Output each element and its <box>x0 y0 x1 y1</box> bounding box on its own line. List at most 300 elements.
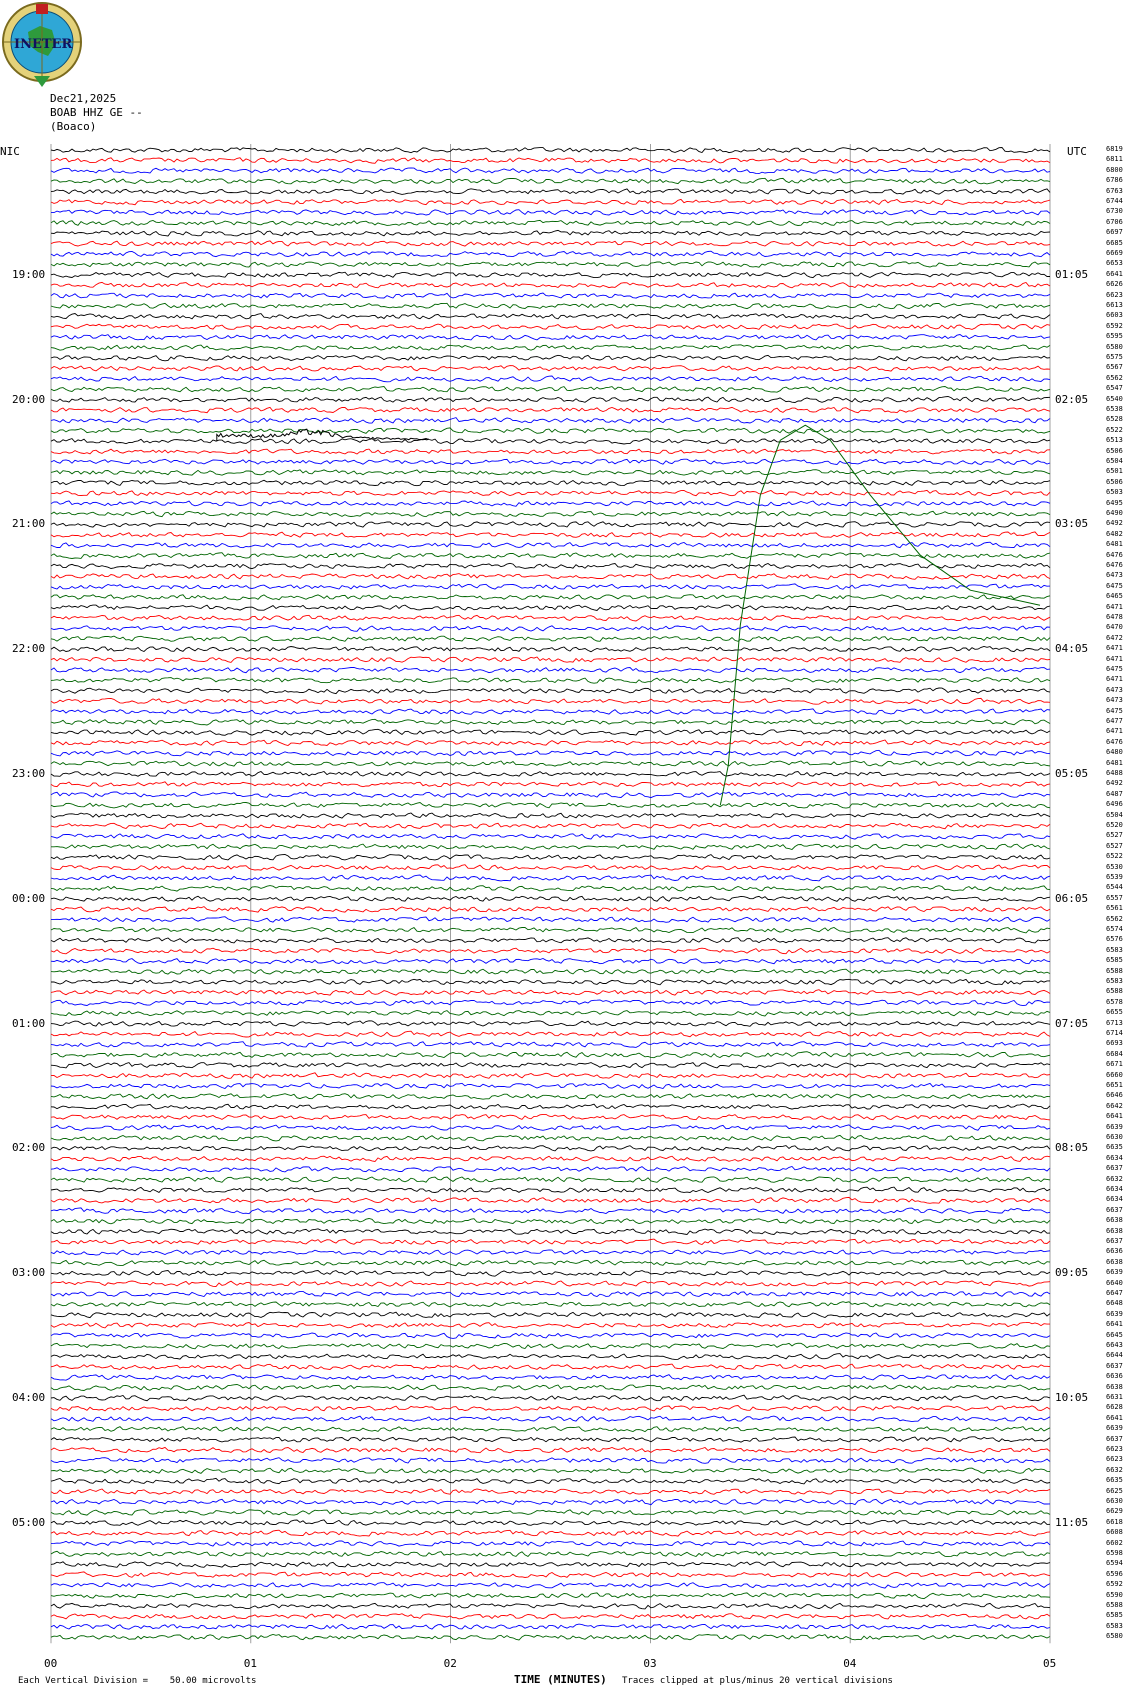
trace-count-label: 6638 <box>1106 1226 1123 1235</box>
trace-count-label: 6527 <box>1106 841 1123 850</box>
seismic-trace <box>51 366 1050 372</box>
trace-count-label: 6623 <box>1106 1455 1123 1464</box>
trace-count-label: 6476 <box>1106 737 1123 746</box>
seismic-trace <box>51 210 1050 215</box>
trace-count-label: 6471 <box>1106 644 1123 653</box>
seismic-trace <box>51 1167 1050 1172</box>
trace-count-label: 6641 <box>1106 1112 1123 1121</box>
seismic-trace <box>51 230 1050 236</box>
seismic-trace <box>51 1197 1050 1203</box>
seismic-trace <box>51 1447 1050 1452</box>
trace-count-label: 6503 <box>1106 488 1123 497</box>
trace-count-label: 6492 <box>1106 779 1123 788</box>
trace-count-label: 6481 <box>1106 540 1123 549</box>
utc-hour-label: 07:05 <box>1055 1016 1089 1030</box>
seismic-trace <box>51 907 1050 913</box>
trace-count-label: 6538 <box>1106 405 1123 413</box>
trace-count-label: 6653 <box>1106 259 1123 268</box>
trace-count-label: 6642 <box>1106 1101 1123 1110</box>
seismic-trace <box>51 1125 1050 1131</box>
seismic-trace <box>51 335 1050 340</box>
seismic-trace <box>51 1271 1050 1277</box>
seismic-trace <box>51 1343 1050 1349</box>
trace-count-label: 6476 <box>1106 561 1123 569</box>
seismic-trace <box>51 168 1050 174</box>
trace-count-label: 6562 <box>1106 373 1123 382</box>
trace-count-label: 6522 <box>1106 852 1123 861</box>
seismic-trace <box>51 896 1050 901</box>
seismic-trace <box>51 1042 1050 1048</box>
trace-count-label: 6504 <box>1106 810 1123 819</box>
nic-hour-label: 19:00 <box>12 267 46 281</box>
trace-count-label: 6636 <box>1106 1247 1123 1256</box>
seismic-trace <box>51 636 1050 641</box>
trace-count-label: 6635 <box>1106 1143 1123 1152</box>
seismic-trace <box>51 1208 1050 1214</box>
seismic-trace <box>51 969 1050 974</box>
trace-count-label: 6471 <box>1106 654 1123 663</box>
trace-count-label: 6506 <box>1106 477 1123 486</box>
trace-count-label: 6636 <box>1106 1372 1123 1381</box>
seismic-trace <box>51 615 1050 621</box>
utc-zone-label: UTC <box>1067 145 1087 158</box>
seismic-trace <box>51 1250 1050 1255</box>
seismic-trace <box>51 1364 1050 1369</box>
trace-count-label: 6669 <box>1106 249 1123 257</box>
trace-count-label: 6643 <box>1106 1341 1123 1349</box>
seismic-trace <box>51 1291 1050 1296</box>
seismic-trace <box>51 439 1050 445</box>
seismic-trace <box>51 782 1050 787</box>
trace-count-label: 6471 <box>1106 675 1123 684</box>
trace-count-label: 6547 <box>1106 384 1123 393</box>
trace-count-label: 6588 <box>1106 987 1123 996</box>
trace-count-label: 6811 <box>1106 155 1123 164</box>
trace-count-label: 6697 <box>1106 228 1123 237</box>
seismic-trace <box>51 1478 1050 1484</box>
seismic-trace <box>51 740 1050 746</box>
x-axis-title: TIME (MINUTES) <box>514 1673 607 1686</box>
trace-count-label: 6480 <box>1106 748 1123 757</box>
trace-count-label: 6487 <box>1106 789 1123 798</box>
seismic-trace <box>51 189 1050 195</box>
trace-count-label: 6481 <box>1106 758 1123 767</box>
utc-hour-label: 02:05 <box>1055 392 1089 406</box>
clip-note: Traces clipped at plus/minus 20 vertical divisions <box>622 1676 893 1686</box>
trace-count-label: 6641 <box>1106 1320 1123 1329</box>
trace-count-label: 6476 <box>1106 550 1123 559</box>
seismic-trace <box>51 470 1050 476</box>
utc-hour-label: 03:05 <box>1055 517 1089 531</box>
seismic-trace <box>51 1635 1050 1641</box>
utc-hour-label: 09:05 <box>1055 1266 1089 1280</box>
seismic-trace <box>51 449 1050 454</box>
trace-count-label: 6471 <box>1106 727 1123 736</box>
seismic-trace <box>51 251 1050 257</box>
utc-hour-label: 08:05 <box>1055 1141 1089 1155</box>
nic-hour-label: 02:00 <box>12 1141 46 1155</box>
trace-count-label: 6475 <box>1106 581 1123 590</box>
trace-count-label: 6630 <box>1106 1497 1123 1505</box>
trace-count-label: 6637 <box>1106 1361 1123 1370</box>
trace-count-label: 6639 <box>1106 1424 1123 1433</box>
seismic-trace <box>51 990 1050 995</box>
seismic-trace <box>51 750 1050 756</box>
trace-count-label: 6504 <box>1106 457 1123 465</box>
seismic-trace <box>51 303 1050 308</box>
seismic-trace <box>51 626 1050 632</box>
trace-count-label: 6470 <box>1106 623 1123 632</box>
trace-count-label: 6583 <box>1106 945 1123 954</box>
seismic-trace <box>51 761 1050 766</box>
seismic-trace <box>51 1094 1050 1100</box>
seismic-trace <box>51 1322 1050 1328</box>
seismic-trace <box>51 1021 1050 1027</box>
trace-count-label: 6557 <box>1106 893 1123 902</box>
seismic-trace <box>51 688 1050 694</box>
seismic-trace <box>51 792 1050 798</box>
seismic-trace <box>51 719 1050 725</box>
seismic-trace <box>51 574 1050 580</box>
seismic-trace <box>51 178 1050 184</box>
trace-count-label: 6685 <box>1106 238 1123 247</box>
seismic-trace <box>51 865 1050 870</box>
seismic-trace <box>51 1031 1050 1037</box>
seismic-trace <box>51 1114 1050 1120</box>
seismic-trace <box>51 1510 1050 1515</box>
trace-count-label: 6634 <box>1106 1195 1123 1204</box>
seismic-trace <box>51 803 1050 809</box>
trace-count-label: 6637 <box>1106 1205 1123 1214</box>
seismic-trace <box>51 1000 1050 1006</box>
seismic-trace <box>51 729 1050 735</box>
seismic-trace <box>51 709 1050 714</box>
trace-count-label: 6713 <box>1106 1018 1123 1027</box>
utc-hour-label: 04:05 <box>1055 642 1089 656</box>
seismic-trace <box>51 282 1050 287</box>
seismic-trace <box>51 324 1050 329</box>
trace-count-label: 6693 <box>1106 1039 1123 1048</box>
seismic-trace <box>51 314 1050 319</box>
seismic-trace <box>51 1551 1050 1556</box>
trace-count-label: 6580 <box>1106 342 1123 351</box>
seismic-trace <box>51 387 1050 393</box>
seismic-trace <box>51 345 1050 351</box>
seismic-trace <box>51 1302 1050 1307</box>
trace-count-label: 6819 <box>1106 145 1123 153</box>
trace-count-label: 6544 <box>1106 883 1123 892</box>
seismic-trace <box>51 542 1050 548</box>
trace-count-label: 6603 <box>1106 311 1123 320</box>
trace-count-label: 6473 <box>1106 571 1123 580</box>
trace-count-label: 6618 <box>1106 1517 1123 1526</box>
trace-count-label: 6641 <box>1106 269 1123 278</box>
seismic-trace <box>51 1187 1050 1192</box>
trace-count-label: 6540 <box>1106 394 1123 403</box>
trace-count-label: 6513 <box>1106 436 1123 445</box>
seismic-trace <box>51 1375 1050 1381</box>
seismic-trace <box>51 1468 1050 1473</box>
trace-count-label: 6645 <box>1106 1330 1123 1339</box>
trace-count-label: 6580 <box>1106 1632 1123 1641</box>
seismic-trace <box>51 1624 1050 1629</box>
location-label: (Boaco) <box>50 120 97 133</box>
seismic-trace <box>51 928 1050 933</box>
seismic-trace <box>51 293 1050 298</box>
trace-count-label: 6574 <box>1106 925 1123 933</box>
nic-hour-label: 04:00 <box>12 1391 46 1404</box>
seismic-trace <box>51 1312 1050 1318</box>
seismic-trace <box>51 1489 1050 1494</box>
trace-count-label: 6522 <box>1106 425 1123 434</box>
seismic-trace <box>51 1530 1050 1536</box>
trace-count-label: 6637 <box>1106 1164 1123 1173</box>
seismic-trace <box>51 522 1050 527</box>
trace-count-label: 6488 <box>1106 769 1123 777</box>
seismic-trace <box>51 1458 1050 1464</box>
seismic-trace <box>51 563 1050 568</box>
seismic-trace <box>51 917 1050 923</box>
trace-count-label: 6660 <box>1106 1070 1123 1079</box>
trace-count-label: 6490 <box>1106 509 1123 517</box>
seismic-trace <box>51 823 1050 829</box>
trace-count-label: 6655 <box>1106 1008 1123 1017</box>
nic-zone-label: NIC <box>0 145 20 158</box>
seismic-trace <box>51 220 1050 225</box>
seismic-trace <box>51 698 1050 704</box>
seismic-trace <box>51 262 1050 267</box>
trace-count-label: 6496 <box>1106 800 1123 809</box>
seismic-trace <box>51 1572 1050 1578</box>
seismic-trace <box>51 657 1050 663</box>
seismic-trace <box>51 1156 1050 1161</box>
trace-count-label: 6608 <box>1106 1528 1123 1537</box>
trace-count-label: 6594 <box>1106 1559 1123 1568</box>
seismic-trace <box>51 1354 1050 1360</box>
seismic-trace <box>51 813 1050 818</box>
seismic-trace <box>51 1083 1050 1088</box>
seismic-trace <box>51 1239 1050 1244</box>
trace-count-label: 6628 <box>1106 1403 1123 1412</box>
trace-count-label: 6585 <box>1106 1611 1123 1620</box>
seismic-trace <box>51 1135 1050 1141</box>
trace-count-label: 6520 <box>1106 821 1123 829</box>
seismic-trace <box>51 667 1050 672</box>
trace-count-label: 6632 <box>1106 1174 1123 1183</box>
trace-count-label: 6730 <box>1106 207 1123 216</box>
trace-count-label: 6714 <box>1106 1029 1123 1037</box>
seismic-trace <box>51 834 1050 839</box>
trace-count-label: 6482 <box>1106 529 1123 538</box>
seismic-trace <box>51 1011 1050 1017</box>
nic-hour-label: 03:00 <box>12 1266 46 1280</box>
trace-count-label: 6744 <box>1106 197 1123 205</box>
station-label: BOAB HHZ GE -- <box>50 106 143 119</box>
scale-note: Each Vertical Division = 50.00 microvolts <box>18 1676 257 1686</box>
trace-count-label: 6561 <box>1106 904 1123 913</box>
trace-count-label: 6595 <box>1106 332 1123 341</box>
seismic-trace <box>51 1520 1050 1525</box>
seismic-trace <box>51 241 1050 246</box>
utc-hour-label: 05:05 <box>1055 767 1089 780</box>
trace-count-label: 6585 <box>1106 956 1123 965</box>
seismic-trace <box>51 1385 1050 1391</box>
trace-count-label: 6478 <box>1106 613 1123 621</box>
trace-count-label: 6644 <box>1106 1351 1123 1360</box>
trace-count-label: 6634 <box>1106 1185 1123 1193</box>
trace-count-label: 6583 <box>1106 1621 1123 1630</box>
trace-count-label: 6639 <box>1106 1122 1123 1131</box>
trace-count-label: 6635 <box>1106 1476 1123 1485</box>
trace-count-label: 6613 <box>1106 301 1123 309</box>
trace-count-label: 6527 <box>1106 831 1123 840</box>
trace-count-label: 6471 <box>1106 602 1123 611</box>
trace-count-label: 6473 <box>1106 685 1123 694</box>
seismic-trace <box>51 1541 1050 1546</box>
seismic-trace <box>51 584 1050 589</box>
trace-count-label: 6472 <box>1106 633 1123 642</box>
seismic-trace <box>51 148 1050 153</box>
trace-count-label: 6647 <box>1106 1289 1123 1297</box>
seismic-trace <box>51 428 1050 433</box>
trace-count-label: 6641 <box>1106 1413 1123 1422</box>
trace-count-label: 6477 <box>1106 717 1123 725</box>
seismic-trace <box>51 1229 1050 1235</box>
seismic-trace <box>51 1281 1050 1287</box>
trace-count-label: 6706 <box>1106 217 1123 226</box>
seismic-trace <box>51 1063 1050 1068</box>
trace-count-label: 6562 <box>1106 914 1123 923</box>
trace-count-label: 6506 <box>1106 446 1123 455</box>
seismic-trace <box>51 1073 1050 1079</box>
nic-hour-label: 20:00 <box>12 392 46 406</box>
seismic-trace <box>51 875 1050 881</box>
trace-count-label: 6637 <box>1106 1434 1123 1443</box>
trace-count-label: 6590 <box>1106 1590 1123 1599</box>
seismic-trace <box>51 1333 1050 1339</box>
trace-count-label: 6625 <box>1106 1486 1123 1495</box>
seismic-trace <box>51 355 1050 361</box>
trace-count-label: 6630 <box>1106 1133 1123 1141</box>
x-tick-label: 05 <box>1043 1657 1057 1670</box>
seismic-trace <box>51 1395 1050 1401</box>
trace-count-label: 6475 <box>1106 706 1123 715</box>
trace-count-label: 6651 <box>1106 1081 1123 1089</box>
seismic-trace <box>51 501 1050 506</box>
trace-count-label: 6629 <box>1106 1507 1123 1516</box>
date-label: Dec21,2025 <box>50 92 117 105</box>
seismic-trace <box>51 459 1050 464</box>
trace-count-label: 6763 <box>1106 186 1123 195</box>
trace-count-label: 6634 <box>1106 1153 1123 1162</box>
trace-count-label: 6623 <box>1106 1445 1123 1453</box>
seismic-trace <box>51 1583 1050 1588</box>
trace-count-label: 6592 <box>1106 321 1123 330</box>
trace-count-label: 6475 <box>1106 665 1123 673</box>
trace-count-label: 6473 <box>1106 696 1123 705</box>
trace-count-label: 6598 <box>1106 1549 1123 1557</box>
seismic-trace <box>51 407 1050 412</box>
seismic-trace <box>51 1219 1050 1224</box>
trace-count-label: 6639 <box>1106 1268 1123 1277</box>
nic-hour-label: 05:00 <box>12 1515 46 1529</box>
seismic-trace <box>51 1603 1050 1609</box>
trace-count-label: 6575 <box>1106 353 1123 361</box>
trace-count-label: 6638 <box>1106 1216 1123 1225</box>
trace-count-label: 6465 <box>1106 592 1123 601</box>
seismic-trace <box>51 1406 1050 1411</box>
seismic-trace <box>51 959 1050 964</box>
seismic-trace <box>51 1416 1050 1422</box>
trace-count-label: 6539 <box>1106 873 1123 881</box>
x-tick-label: 02 <box>443 1657 457 1670</box>
trace-count-label: 6786 <box>1106 176 1123 185</box>
seismic-trace <box>51 948 1050 954</box>
trace-count-label: 6626 <box>1106 280 1123 289</box>
seismic-trace <box>51 855 1050 860</box>
seismic-trace <box>51 418 1050 424</box>
x-tick-label: 00 <box>44 1657 58 1670</box>
seismic-trace <box>51 480 1050 486</box>
seismic-trace <box>51 553 1050 559</box>
seismic-trace <box>51 1499 1050 1504</box>
trace-count-label: 6632 <box>1106 1465 1123 1474</box>
seismic-trace <box>51 886 1050 892</box>
trace-count-label: 6588 <box>1106 966 1123 975</box>
trace-count-label: 6530 <box>1106 862 1123 871</box>
seismic-trace <box>51 1614 1050 1619</box>
seismic-trace <box>51 595 1050 600</box>
trace-count-label: 6567 <box>1106 363 1123 372</box>
seismic-trace <box>51 1437 1050 1442</box>
trace-count-label: 6578 <box>1106 997 1123 1006</box>
seismic-trace <box>51 647 1050 652</box>
nic-hour-label: 00:00 <box>12 891 46 905</box>
seismic-trace <box>51 272 1050 277</box>
seismic-trace <box>51 605 1050 610</box>
nic-hour-label: 21:00 <box>12 517 46 531</box>
trace-count-label: 6800 <box>1106 165 1123 174</box>
trace-count-label: 6528 <box>1106 415 1123 424</box>
x-tick-label: 01 <box>243 1657 258 1670</box>
nic-hour-label: 23:00 <box>12 767 46 780</box>
trace-count-label: 6576 <box>1106 935 1123 944</box>
trace-count-label: 6592 <box>1106 1580 1123 1589</box>
utc-hour-label: 01:05 <box>1055 267 1089 281</box>
trace-count-label: 6646 <box>1106 1091 1123 1100</box>
seismic-trace <box>51 1260 1050 1265</box>
trace-count-label: 6640 <box>1106 1278 1123 1287</box>
seismic-trace <box>51 979 1050 985</box>
trace-count-label: 6623 <box>1106 290 1123 299</box>
trace-count-label: 6588 <box>1106 1601 1123 1609</box>
trace-count-label: 6501 <box>1106 467 1123 476</box>
trace-count-label: 6671 <box>1106 1060 1123 1069</box>
trace-count-label: 6639 <box>1106 1309 1123 1318</box>
seismic-trace <box>51 490 1050 495</box>
trace-count-label: 6648 <box>1106 1299 1123 1308</box>
trace-count-label: 6631 <box>1106 1393 1123 1401</box>
trace-count-label: 6637 <box>1106 1237 1123 1245</box>
seismic-trace <box>51 199 1050 204</box>
trace-count-label: 6492 <box>1106 519 1123 528</box>
nic-hour-label: 01:00 <box>12 1016 46 1030</box>
logo-text: INETER <box>14 37 73 52</box>
seismic-trace <box>51 1052 1050 1058</box>
trace-count-label: 6638 <box>1106 1382 1123 1391</box>
seismic-trace <box>51 397 1050 403</box>
x-tick-label: 03 <box>643 1657 657 1670</box>
